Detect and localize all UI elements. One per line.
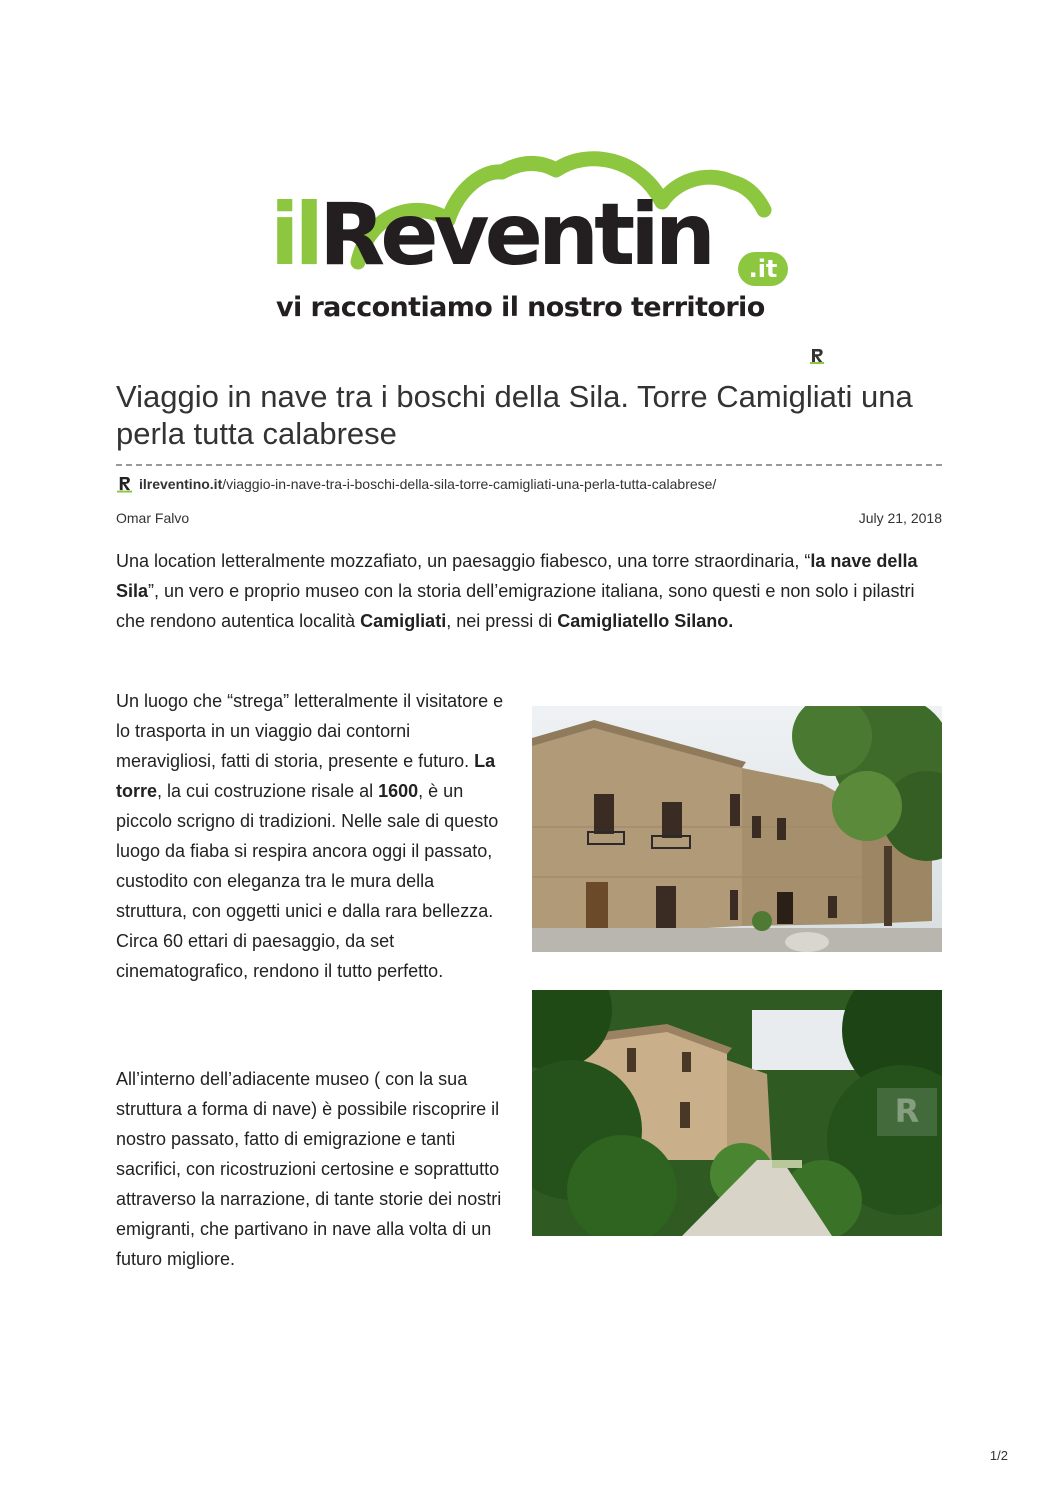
site-logo xyxy=(270,140,800,325)
author: Omar Falvo xyxy=(116,510,190,526)
page-number: 1/2 xyxy=(989,1448,1008,1463)
tower-building-photo xyxy=(532,706,942,952)
site-favicon-icon xyxy=(116,476,133,493)
bold-span: 1600 xyxy=(378,781,419,801)
bold-span: La torre xyxy=(116,751,496,801)
logo-tagline: vi raccontiamo il nostro territorio xyxy=(276,292,765,323)
bold-span: Camigliati xyxy=(360,611,447,631)
intro-paragraph xyxy=(116,546,928,636)
r-icon xyxy=(808,347,826,365)
logo-wordmark xyxy=(270,185,711,285)
source-domain[interactable]: ilreventino.it xyxy=(139,476,223,492)
bold-span: Camigliatello Silano. xyxy=(557,611,734,631)
text-span: , è un piccolo scrigno di tradizioni. Nelle sale di questo luogo da fiaba si respira ancora oggi il passato, custodito con eleganza tra le mura della struttura, con oggetti unici e dalla rara bellezza. Circa 60 ettari di paesaggio, da set cinematografico, rendono il tutto perfetto. xyxy=(116,781,499,981)
bold-span: la nave della Sila xyxy=(116,551,918,601)
text-span: , nei pressi di xyxy=(446,611,558,631)
publish-date: July 21, 2018 xyxy=(858,510,942,526)
text-span: Una location letteralmente mozzafiato, un paesaggio fiabesco, una torre straordinaria, “ xyxy=(116,551,811,571)
body-paragraph: All’interno dell’adiacente museo ( con la sua struttura a forma di nave) è possibile riscoprire il nostro passato, fatto di emigrazione e tanti sacrifici, con ricostruzioni certosine e soprattutto attraverso la narrazione, di tante storie dei nostri emigranti, che partivano in nave alla volta di un futuro migliore. xyxy=(116,1069,502,1269)
source-link[interactable] xyxy=(116,474,716,494)
tower-garden-photo xyxy=(532,990,942,1236)
logo-prefix: il xyxy=(270,185,319,285)
svg-text:R: R xyxy=(894,1092,920,1130)
text-span: Un luogo che “strega” letteralmente il visitatore e lo trasporta in un viaggio dai contorni meravigliosi, fatti di storia, presente e futuro. xyxy=(116,691,504,771)
logo-suffix: .it xyxy=(738,252,788,286)
text-span: , la cui costruzione risale al xyxy=(157,781,379,801)
body-paragraph xyxy=(116,686,506,986)
divider xyxy=(116,464,942,466)
text-span: ”, un vero e proprio museo con la storia dell’emigrazione italiana, sono questi e non solo i pilastri che rendono autentica località xyxy=(116,581,915,631)
source-path[interactable]: /viaggio-in-nave-tra-i-boschi-della-sila-torre-camigliati-una-perla-tutta-calabrese/ xyxy=(222,476,717,492)
logo-word: Reventin xyxy=(318,185,711,285)
article-title: Viaggio in nave tra i boschi della Sila. Torre Camigliati una perla tutta calabrese xyxy=(116,379,913,451)
